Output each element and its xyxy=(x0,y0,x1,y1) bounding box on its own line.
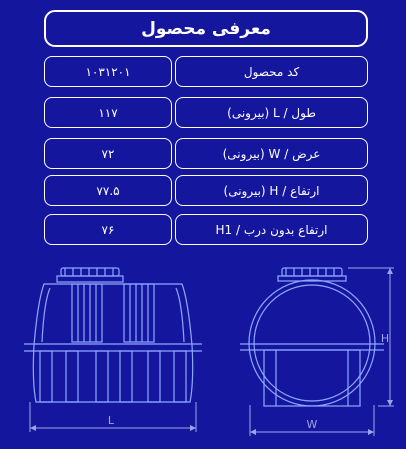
spec-value: ۱۰۳۱۲۰۱ xyxy=(44,56,172,87)
product-intro-title: معرفی محصول xyxy=(44,10,368,47)
tank-end-view xyxy=(240,268,384,406)
spec-label: کد محصول xyxy=(175,56,368,87)
length-dimension-label: L xyxy=(107,414,115,427)
width-dimension-label: W xyxy=(306,418,318,431)
spec-value: ۷۶ xyxy=(44,214,172,245)
spec-value: ۷۲ xyxy=(44,138,172,169)
spec-label: طول / L (بیرونی) xyxy=(175,97,368,128)
spec-value: ۱۱۷ xyxy=(44,97,172,128)
spec-label: ارتفاع بدون درب / H1 xyxy=(175,214,368,245)
spec-label: ارتفاع / H (بیرونی) xyxy=(175,175,368,206)
spec-value: ۷۷.۵ xyxy=(44,175,172,206)
spec-label: عرض / W (بیرونی) xyxy=(175,138,368,169)
height-dimension-label: H xyxy=(380,332,390,345)
tank-side-view xyxy=(24,268,202,402)
